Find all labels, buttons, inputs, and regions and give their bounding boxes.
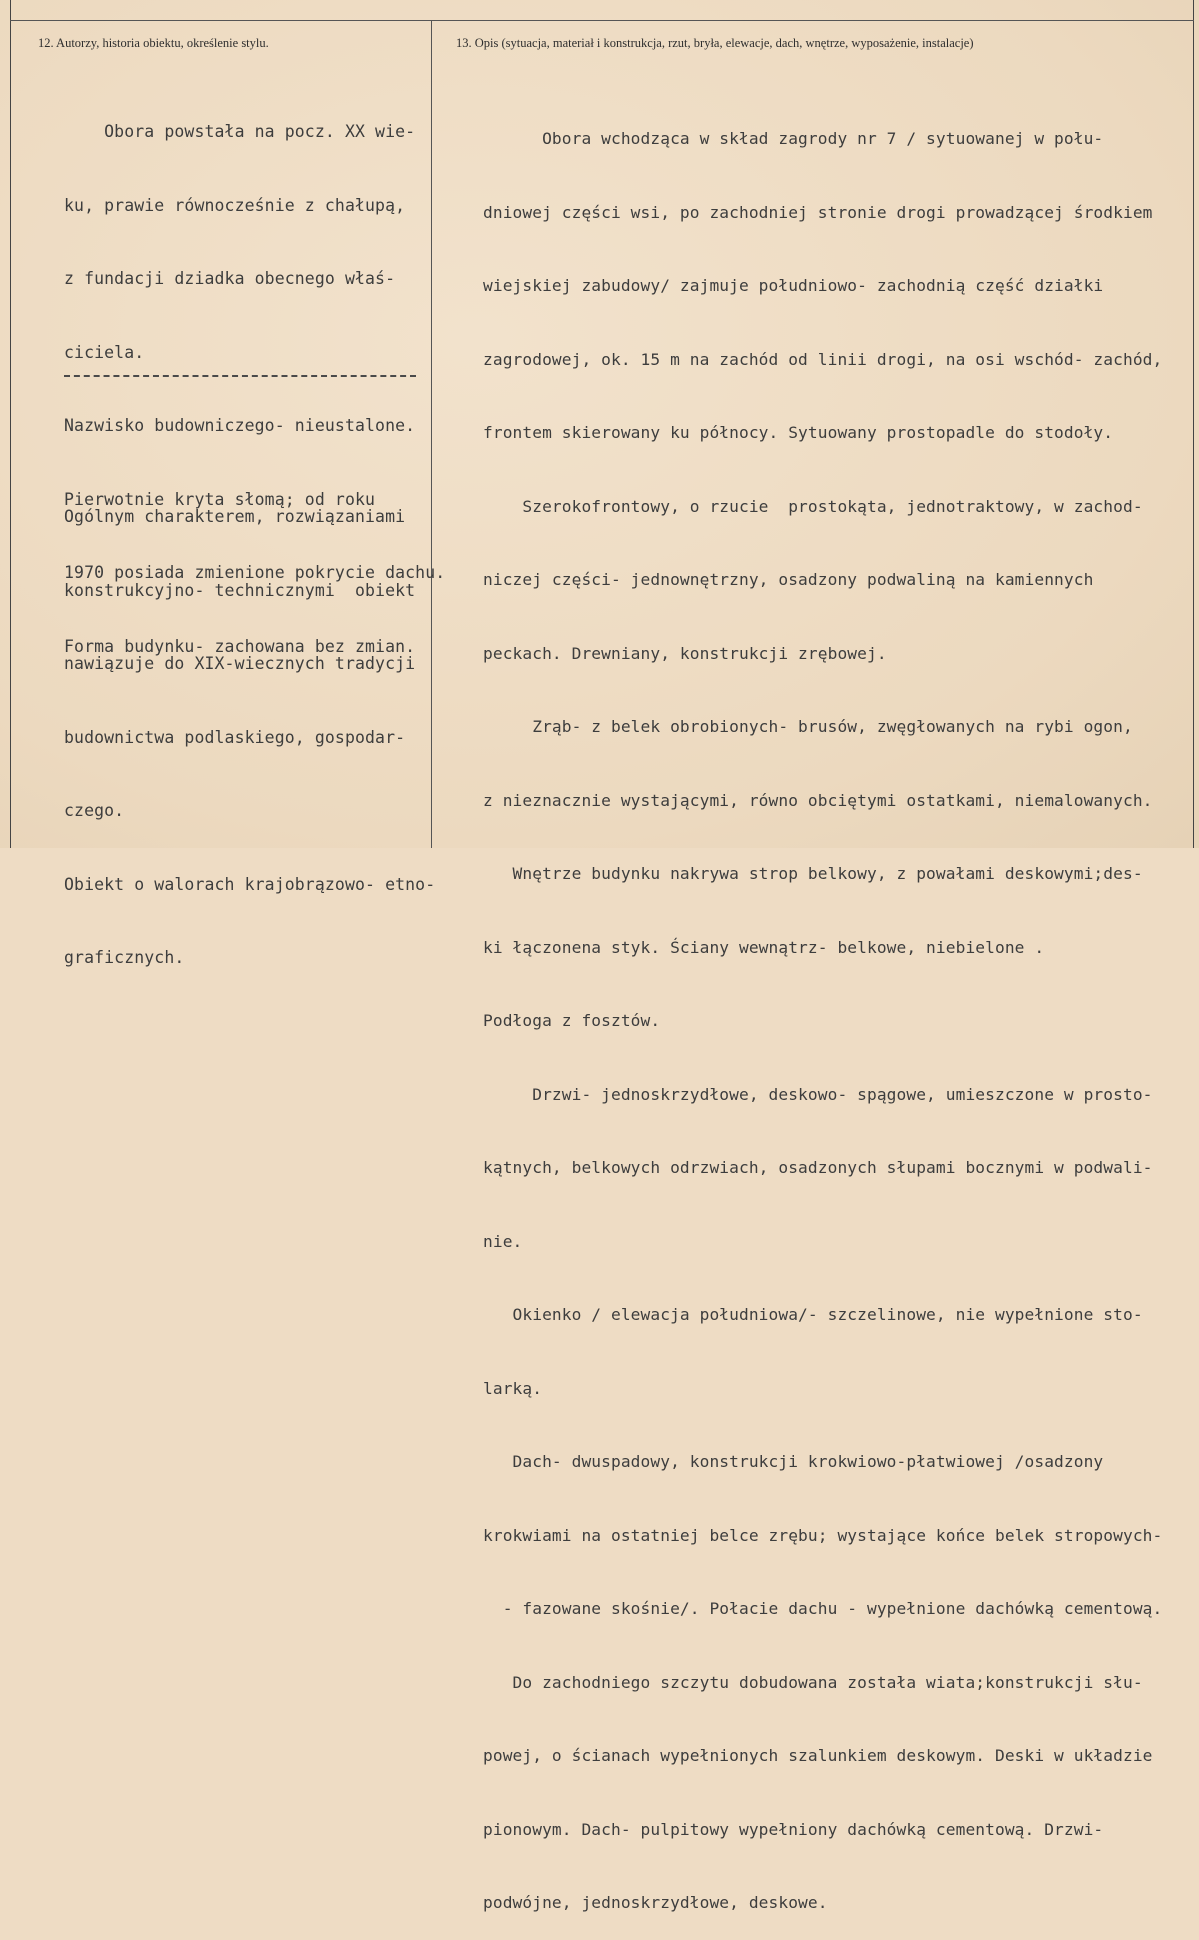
text-line: niczej części- jednownętrzny, osadzony podwaliną na kamiennych (483, 570, 1094, 589)
style-text (64, 456, 435, 995)
text-line: z nieznacznie wystającymi, równo obciętymi ostatkami, niemalowanych. (483, 790, 1153, 810)
text-line: Wnętrze budynku nakrywa strop belkowy, z powałami deskowymi;des- (483, 864, 1143, 883)
text-line: peckach. Drewniany, konstrukcji zrębowej. (483, 643, 887, 663)
text-line: kątnych, belkowych odrzwiach, osadzonych słupami bocznymi w podwali- (483, 1158, 1153, 1177)
text-line: podwójne, jednoskrzydłowe, deskowe. (483, 1893, 828, 1912)
text-line: Pierwotnie kryta słomą; od roku (64, 489, 376, 509)
text-line: powej, o ścianach wypełnionych szalunkiem deskowym. Deski w układzie (483, 1746, 1153, 1765)
text-line: ciciela. (64, 342, 145, 362)
text-line: Ogólnym charakterem, rozwiązaniami (64, 507, 406, 526)
text-line: frontem skierowany ku północy. Sytuowany prostopadle do stodoły. (483, 423, 1114, 442)
section-13-header: 13. Opis (sytuacja, materiał i konstrukcja, rzut, bryła, elewacje, dach, wnętrze, wyposażenie, instalacje) (456, 36, 974, 50)
text-line: Drzwi- jednoskrzydłowe, deskowo- spągowe, umieszczone w prosto- (483, 1084, 1153, 1104)
text-line: - fazowane skośnie/. Połacie dachu - wypełnione dachówką cementową. (483, 1599, 1163, 1618)
section-12-header: 12. Autorzy, historia obiektu, określenie stylu. (38, 36, 269, 50)
text-line: graficznych. (64, 948, 185, 967)
text-line: Nazwisko budowniczego- nieustalone. (64, 416, 416, 435)
text-line: ku, prawie równocześnie z chałupą, (64, 195, 406, 215)
text-line: wiejskiej zabudowy/ zajmuje południowo- zachodnią część działki (483, 276, 1104, 295)
description-text (483, 78, 1162, 1940)
text-line: Obora powstała na pocz. XX wie- (64, 122, 416, 141)
text-line: ki łączonena styk. Ściany wewnątrz- belkowe, niebielone . (483, 937, 1045, 957)
text-line: Do zachodniego szczytu dobudowana została wiata;konstrukcji słu- (483, 1672, 1143, 1692)
right-border (1193, 0, 1194, 848)
text-line: Okienko / elewacja południowa/- szczelinowe, nie wypełnione sto- (483, 1305, 1143, 1324)
text-line: nawiązuje do XIX-wiecznych tradycji (64, 654, 416, 673)
text-line: budownictwa podlaskiego, gospodar- (64, 727, 406, 747)
text-line: Dach- dwuspadowy, konstrukcji krokwiowo-płatwiowej /osadzony (483, 1452, 1104, 1471)
text-line: Zrąb- z belek obrobionych- brusów, zwęgłowanych na rybi ogon, (483, 717, 1133, 736)
text-line: dniowej części wsi, po zachodniej stronie drogi prowadzącej środkiem (483, 202, 1153, 222)
text-line: konstrukcyjno- technicznymi obiekt (64, 580, 416, 600)
text-line: zagrodowej, ok. 15 m na zachód od linii drogi, na osi wschód- zachód, (483, 349, 1163, 369)
separator-line (64, 375, 416, 377)
text-line: nie. (483, 1231, 523, 1251)
text-line: Obora wchodząca w skład zagrody nr 7 / sytuowanej w połu- (483, 129, 1104, 148)
top-rule (10, 20, 1194, 21)
text-line: Obiekt o walorach krajobrązowo- etno- (64, 874, 436, 894)
text-line: czego. (64, 801, 125, 820)
text-line: z fundacji dziadka obecnego właś- (64, 269, 396, 288)
text-line: Szerokofrontowy, o rzucie prostokąta, jednotraktowy, w zachod- (483, 496, 1143, 516)
text-line: Podłoga z fosztów. (483, 1011, 661, 1030)
left-border (10, 0, 11, 848)
text-line: larką. (483, 1378, 543, 1398)
text-line: pionowym. Dach- pulpitowy wypełniony dachówką cementową. Drzwi- (483, 1819, 1104, 1839)
text-line: 1970 posiada zmienione pokrycie dachu. (64, 563, 446, 582)
text-line: krokwiami na ostatniej belce zrębu; wystające końce belek stropowych- (483, 1525, 1163, 1545)
text-line: Forma budynku- zachowana bez zmian. (64, 636, 416, 656)
